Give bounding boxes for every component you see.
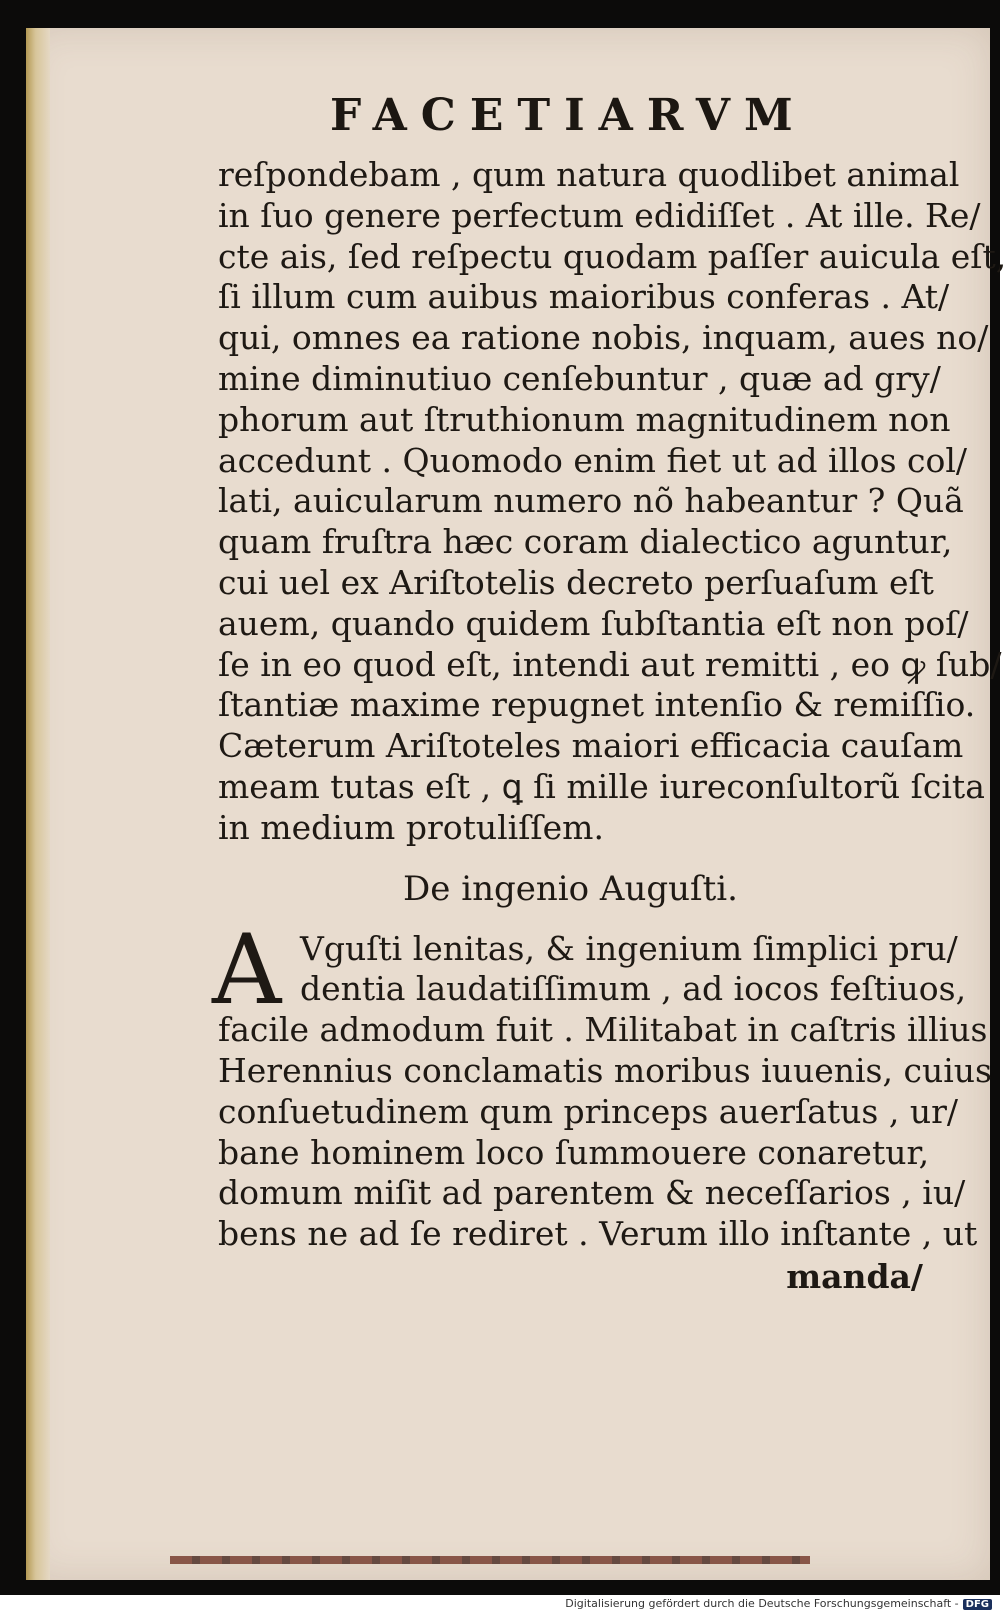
paragraph-1 bbox=[218, 155, 1006, 849]
text-line: reſpondebam , qum natura quodlibet animal bbox=[218, 155, 960, 194]
text-line: cte ais, ſed reſpectu quodam paſſer auicula eſt, bbox=[218, 236, 1006, 276]
text-line: quam fruſtra hæc coram dialectico aguntur, bbox=[218, 522, 953, 562]
text-line: qui, omnes ea ratione nobis, inquam, aues no/ bbox=[218, 318, 989, 358]
text-line: domum miſit ad parentem & neceſſarios , iu/ bbox=[218, 1173, 966, 1213]
text-line: lati, auicularum numero nõ habeantur ? Quã bbox=[218, 481, 964, 521]
text-block bbox=[212, 155, 1006, 1298]
text-line: bens ne ad ſe rediret . Verum illo inſtante , ut bbox=[218, 1214, 978, 1254]
text-line: auem, quando quidem ſubſtantia eſt non poſ/ bbox=[218, 603, 969, 643]
catchword: manda/ bbox=[786, 1256, 923, 1296]
text-line: cui uel ex Ariſtotelis decreto perſuaſum eſt bbox=[218, 562, 934, 602]
digitization-credit bbox=[565, 1597, 992, 1610]
text-line: Cæterum Ariſtoteles maiori efficacia cauſam bbox=[218, 726, 964, 766]
text-line: accedunt . Quomodo enim fiet ut ad illos col/ bbox=[218, 440, 968, 480]
drop-cap: A bbox=[212, 913, 282, 1026]
paragraph-2 bbox=[212, 913, 992, 1255]
text-line: phorum aut ſtruthionum magnitudinem non bbox=[218, 399, 951, 439]
text-line: ſe in eo quod eſt, intendi aut remitti , eo ꝙ ſub/ bbox=[218, 644, 1002, 684]
text-line: facile admodum fuit . Militabat in caſtris illius bbox=[218, 1010, 988, 1050]
text-line: mine diminutiuo cenſebuntur , quæ ad gry/ bbox=[218, 358, 941, 398]
running-head: FACETIARVM bbox=[330, 90, 807, 141]
text-line: Herennius conclamatis moribus iuuenis, cuius bbox=[218, 1050, 992, 1090]
page-spine-edge bbox=[26, 28, 50, 1580]
bottom-page-edge bbox=[170, 1556, 810, 1564]
text-line: conſuetudinem qum princeps auerſatus , ur/ bbox=[218, 1091, 958, 1131]
dfg-logo: DFG bbox=[963, 1599, 992, 1610]
paragraph-2-lines bbox=[218, 928, 992, 1255]
text-line: meam tutas eſt , ꝗ ſi mille iureconſultorũ ſcita bbox=[218, 766, 985, 806]
text-line: in medium protuliſſem. bbox=[218, 807, 604, 847]
section-heading: De ingenio Auguſti. bbox=[403, 868, 738, 909]
text-line: in ſuo genere perfectum edidiſſet . At ille. Re/ bbox=[218, 195, 981, 235]
text-line: ſtantiæ maxime repugnet intenſio & remiſſio. bbox=[218, 685, 976, 725]
text-line: Vguſti lenitas, & ingenium ſimplici pru/ bbox=[300, 928, 958, 968]
text-line: bane hominem loco ſummouere conaretur, bbox=[218, 1132, 930, 1172]
text-line: dentia laudatiſſimum , ad iocos feſtiuos, bbox=[300, 969, 967, 1009]
text-line: ſi illum cum auibus maioribus conferas . At/ bbox=[218, 277, 950, 317]
credit-text: Digitalisierung gefördert durch die Deutsche Forschungsgemeinschaft - bbox=[565, 1597, 959, 1610]
